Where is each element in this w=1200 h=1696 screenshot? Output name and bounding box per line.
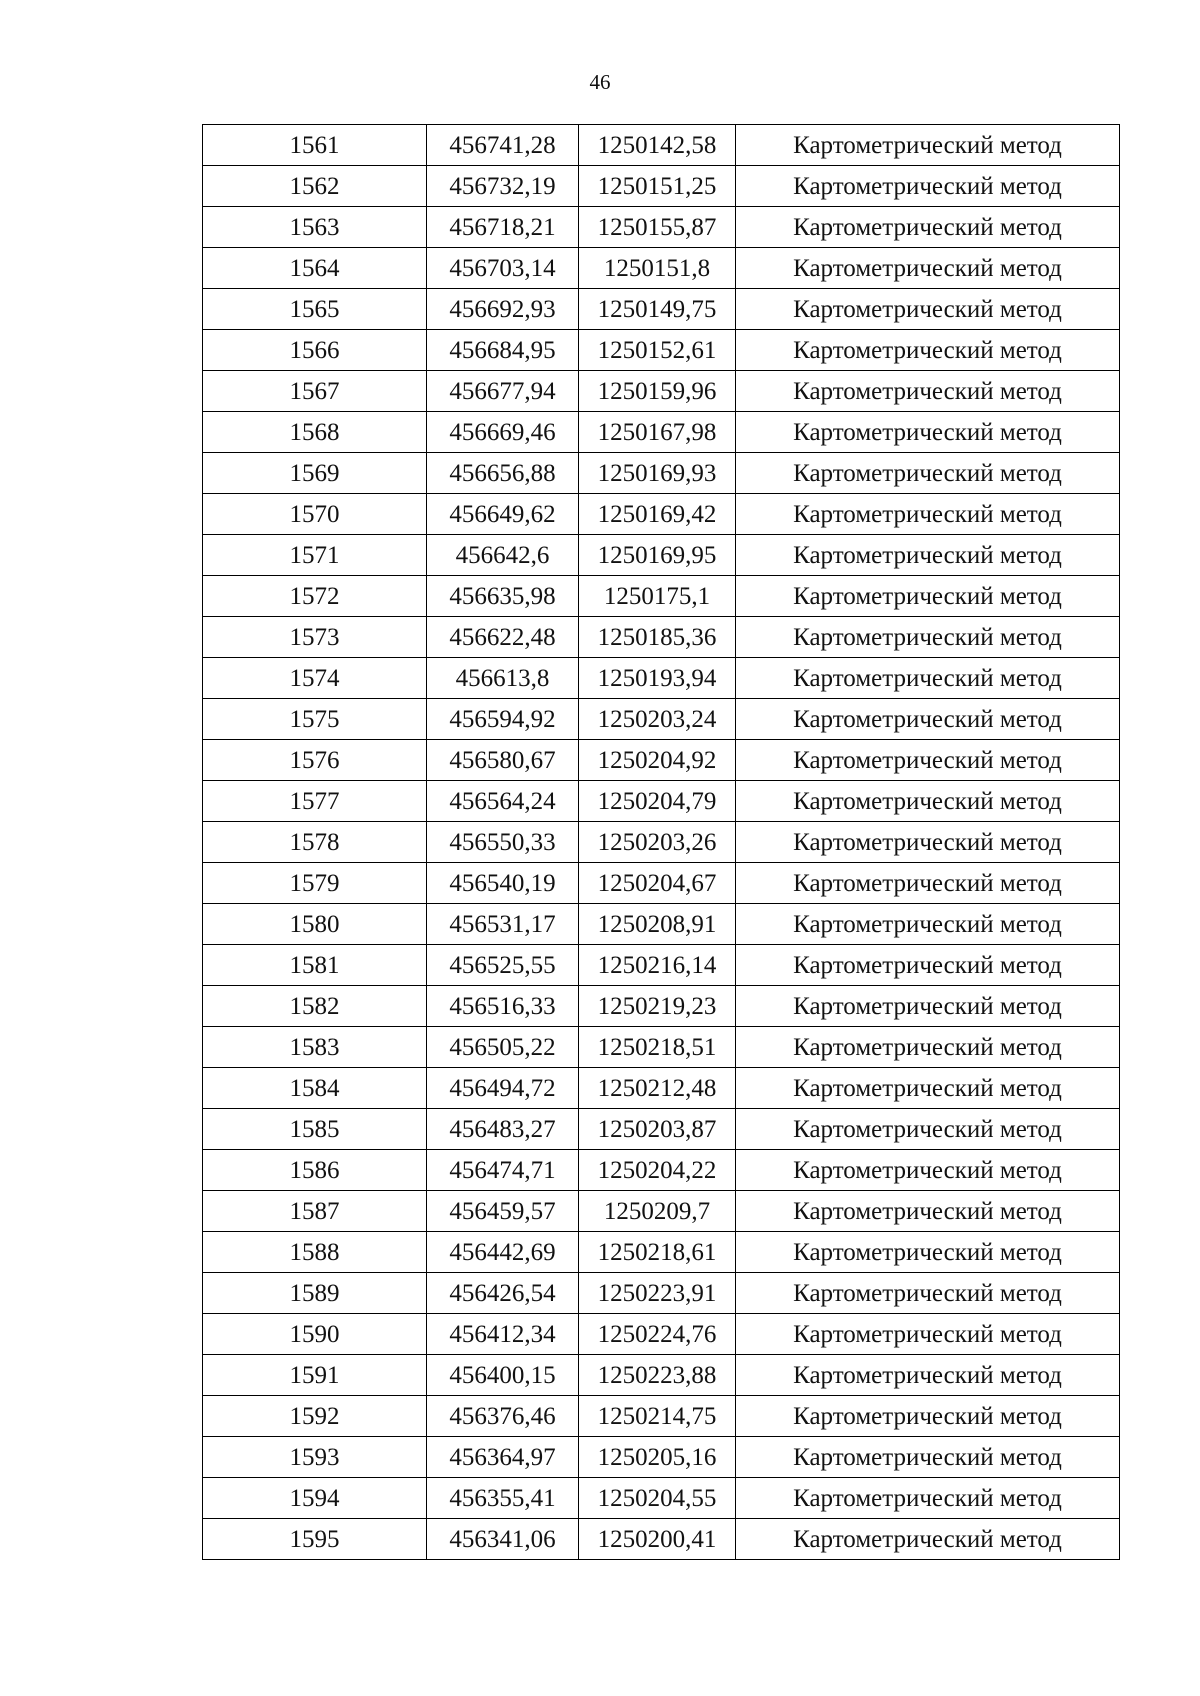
table-row (203, 740, 1120, 781)
y-coordinate-cell: 1250204,67 (579, 863, 736, 904)
method-cell: Картометрический метод (736, 1232, 1120, 1273)
method-cell: Картометрический метод (736, 986, 1120, 1027)
coordinates-table (202, 124, 1120, 1560)
method-cell: Картометрический метод (736, 1027, 1120, 1068)
point-number-cell: 1581 (203, 945, 427, 986)
x-coordinate-cell: 456594,92 (427, 699, 579, 740)
table-row (203, 1478, 1120, 1519)
y-coordinate-cell: 1250223,91 (579, 1273, 736, 1314)
x-coordinate-cell: 456613,8 (427, 658, 579, 699)
method-cell: Картометрический метод (736, 945, 1120, 986)
x-coordinate-cell: 456540,19 (427, 863, 579, 904)
x-coordinate-cell: 456426,54 (427, 1273, 579, 1314)
y-coordinate-cell: 1250169,42 (579, 494, 736, 535)
table-row (203, 1109, 1120, 1150)
method-cell: Картометрический метод (736, 207, 1120, 248)
method-cell: Картометрический метод (736, 1109, 1120, 1150)
table-row (203, 535, 1120, 576)
coordinates-table-body (203, 125, 1120, 1560)
method-cell: Картометрический метод (736, 1150, 1120, 1191)
method-cell: Картометрический метод (736, 248, 1120, 289)
table-row (203, 207, 1120, 248)
y-coordinate-cell: 1250169,95 (579, 535, 736, 576)
table-row (203, 576, 1120, 617)
y-coordinate-cell: 1250204,22 (579, 1150, 736, 1191)
point-number-cell: 1577 (203, 781, 427, 822)
x-coordinate-cell: 456669,46 (427, 412, 579, 453)
point-number-cell: 1589 (203, 1273, 427, 1314)
method-cell: Картометрический метод (736, 1478, 1120, 1519)
x-coordinate-cell: 456692,93 (427, 289, 579, 330)
y-coordinate-cell: 1250219,23 (579, 986, 736, 1027)
x-coordinate-cell: 456364,97 (427, 1437, 579, 1478)
point-number-cell: 1563 (203, 207, 427, 248)
point-number-cell: 1584 (203, 1068, 427, 1109)
point-number-cell: 1569 (203, 453, 427, 494)
x-coordinate-cell: 456741,28 (427, 125, 579, 166)
table-row (203, 617, 1120, 658)
point-number-cell: 1580 (203, 904, 427, 945)
x-coordinate-cell: 456442,69 (427, 1232, 579, 1273)
table-row (203, 412, 1120, 453)
point-number-cell: 1571 (203, 535, 427, 576)
table-row (203, 1027, 1120, 1068)
y-coordinate-cell: 1250209,7 (579, 1191, 736, 1232)
point-number-cell: 1565 (203, 289, 427, 330)
method-cell: Картометрический метод (736, 535, 1120, 576)
table-row (203, 945, 1120, 986)
y-coordinate-cell: 1250204,92 (579, 740, 736, 781)
x-coordinate-cell: 456684,95 (427, 330, 579, 371)
table-row (203, 1232, 1120, 1273)
y-coordinate-cell: 1250200,41 (579, 1519, 736, 1560)
point-number-cell: 1579 (203, 863, 427, 904)
table-row (203, 1314, 1120, 1355)
y-coordinate-cell: 1250203,26 (579, 822, 736, 863)
table-row (203, 166, 1120, 207)
point-number-cell: 1594 (203, 1478, 427, 1519)
table-row (203, 822, 1120, 863)
y-coordinate-cell: 1250218,61 (579, 1232, 736, 1273)
y-coordinate-cell: 1250218,51 (579, 1027, 736, 1068)
table-row (203, 986, 1120, 1027)
y-coordinate-cell: 1250205,16 (579, 1437, 736, 1478)
point-number-cell: 1573 (203, 617, 427, 658)
table-row (203, 904, 1120, 945)
table-row (203, 658, 1120, 699)
y-coordinate-cell: 1250203,24 (579, 699, 736, 740)
x-coordinate-cell: 456525,55 (427, 945, 579, 986)
point-number-cell: 1561 (203, 125, 427, 166)
x-coordinate-cell: 456677,94 (427, 371, 579, 412)
y-coordinate-cell: 1250193,94 (579, 658, 736, 699)
y-coordinate-cell: 1250149,75 (579, 289, 736, 330)
table-row (203, 330, 1120, 371)
method-cell: Картометрический метод (736, 453, 1120, 494)
table-row (203, 453, 1120, 494)
x-coordinate-cell: 456341,06 (427, 1519, 579, 1560)
method-cell: Картометрический метод (736, 1191, 1120, 1232)
x-coordinate-cell: 456505,22 (427, 1027, 579, 1068)
y-coordinate-cell: 1250185,36 (579, 617, 736, 658)
method-cell: Картометрический метод (736, 125, 1120, 166)
method-cell: Картометрический метод (736, 1437, 1120, 1478)
y-coordinate-cell: 1250214,75 (579, 1396, 736, 1437)
table-row (203, 1068, 1120, 1109)
point-number-cell: 1595 (203, 1519, 427, 1560)
x-coordinate-cell: 456400,15 (427, 1355, 579, 1396)
method-cell: Картометрический метод (736, 1314, 1120, 1355)
y-coordinate-cell: 1250223,88 (579, 1355, 736, 1396)
x-coordinate-cell: 456494,72 (427, 1068, 579, 1109)
x-coordinate-cell: 456531,17 (427, 904, 579, 945)
y-coordinate-cell: 1250151,25 (579, 166, 736, 207)
x-coordinate-cell: 456649,62 (427, 494, 579, 535)
method-cell: Картометрический метод (736, 576, 1120, 617)
y-coordinate-cell: 1250208,91 (579, 904, 736, 945)
x-coordinate-cell: 456580,67 (427, 740, 579, 781)
x-coordinate-cell: 456732,19 (427, 166, 579, 207)
table-row (203, 371, 1120, 412)
x-coordinate-cell: 456718,21 (427, 207, 579, 248)
x-coordinate-cell: 456483,27 (427, 1109, 579, 1150)
table-row (203, 863, 1120, 904)
y-coordinate-cell: 1250152,61 (579, 330, 736, 371)
method-cell: Картометрический метод (736, 494, 1120, 535)
x-coordinate-cell: 456642,6 (427, 535, 579, 576)
method-cell: Картометрический метод (736, 699, 1120, 740)
point-number-cell: 1568 (203, 412, 427, 453)
point-number-cell: 1593 (203, 1437, 427, 1478)
x-coordinate-cell: 456635,98 (427, 576, 579, 617)
y-coordinate-cell: 1250212,48 (579, 1068, 736, 1109)
point-number-cell: 1567 (203, 371, 427, 412)
point-number-cell: 1562 (203, 166, 427, 207)
y-coordinate-cell: 1250204,55 (579, 1478, 736, 1519)
point-number-cell: 1592 (203, 1396, 427, 1437)
x-coordinate-cell: 456656,88 (427, 453, 579, 494)
point-number-cell: 1574 (203, 658, 427, 699)
table-row (203, 1437, 1120, 1478)
y-coordinate-cell: 1250142,58 (579, 125, 736, 166)
page-number: 46 (589, 70, 611, 94)
method-cell: Картометрический метод (736, 289, 1120, 330)
method-cell: Картометрический метод (736, 617, 1120, 658)
table-row (203, 125, 1120, 166)
point-number-cell: 1576 (203, 740, 427, 781)
method-cell: Картометрический метод (736, 371, 1120, 412)
method-cell: Картометрический метод (736, 330, 1120, 371)
method-cell: Картометрический метод (736, 822, 1120, 863)
table-row (203, 1355, 1120, 1396)
table-row (203, 1191, 1120, 1232)
method-cell: Картометрический метод (736, 1068, 1120, 1109)
x-coordinate-cell: 456622,48 (427, 617, 579, 658)
point-number-cell: 1578 (203, 822, 427, 863)
point-number-cell: 1566 (203, 330, 427, 371)
method-cell: Картометрический метод (736, 658, 1120, 699)
point-number-cell: 1570 (203, 494, 427, 535)
point-number-cell: 1591 (203, 1355, 427, 1396)
method-cell: Картометрический метод (736, 781, 1120, 822)
method-cell: Картометрический метод (736, 740, 1120, 781)
method-cell: Картометрический метод (736, 412, 1120, 453)
table-row (203, 289, 1120, 330)
point-number-cell: 1564 (203, 248, 427, 289)
point-number-cell: 1572 (203, 576, 427, 617)
table-row (203, 494, 1120, 535)
y-coordinate-cell: 1250175,1 (579, 576, 736, 617)
point-number-cell: 1582 (203, 986, 427, 1027)
y-coordinate-cell: 1250159,96 (579, 371, 736, 412)
y-coordinate-cell: 1250204,79 (579, 781, 736, 822)
method-cell: Картометрический метод (736, 166, 1120, 207)
x-coordinate-cell: 456550,33 (427, 822, 579, 863)
point-number-cell: 1590 (203, 1314, 427, 1355)
y-coordinate-cell: 1250203,87 (579, 1109, 736, 1150)
point-number-cell: 1585 (203, 1109, 427, 1150)
y-coordinate-cell: 1250151,8 (579, 248, 736, 289)
method-cell: Картометрический метод (736, 1519, 1120, 1560)
point-number-cell: 1587 (203, 1191, 427, 1232)
y-coordinate-cell: 1250224,76 (579, 1314, 736, 1355)
y-coordinate-cell: 1250155,87 (579, 207, 736, 248)
x-coordinate-cell: 456474,71 (427, 1150, 579, 1191)
y-coordinate-cell: 1250169,93 (579, 453, 736, 494)
table-row (203, 1273, 1120, 1314)
table-row (203, 699, 1120, 740)
x-coordinate-cell: 456703,14 (427, 248, 579, 289)
point-number-cell: 1575 (203, 699, 427, 740)
y-coordinate-cell: 1250167,98 (579, 412, 736, 453)
point-number-cell: 1588 (203, 1232, 427, 1273)
point-number-cell: 1583 (203, 1027, 427, 1068)
x-coordinate-cell: 456459,57 (427, 1191, 579, 1232)
x-coordinate-cell: 456516,33 (427, 986, 579, 1027)
method-cell: Картометрический метод (736, 863, 1120, 904)
table-row (203, 248, 1120, 289)
point-number-cell: 1586 (203, 1150, 427, 1191)
table-row (203, 1519, 1120, 1560)
method-cell: Картометрический метод (736, 1355, 1120, 1396)
x-coordinate-cell: 456355,41 (427, 1478, 579, 1519)
table-row (203, 781, 1120, 822)
method-cell: Картометрический метод (736, 904, 1120, 945)
method-cell: Картометрический метод (736, 1273, 1120, 1314)
x-coordinate-cell: 456376,46 (427, 1396, 579, 1437)
table-row (203, 1150, 1120, 1191)
y-coordinate-cell: 1250216,14 (579, 945, 736, 986)
method-cell: Картометрический метод (736, 1396, 1120, 1437)
table-row (203, 1396, 1120, 1437)
x-coordinate-cell: 456412,34 (427, 1314, 579, 1355)
x-coordinate-cell: 456564,24 (427, 781, 579, 822)
